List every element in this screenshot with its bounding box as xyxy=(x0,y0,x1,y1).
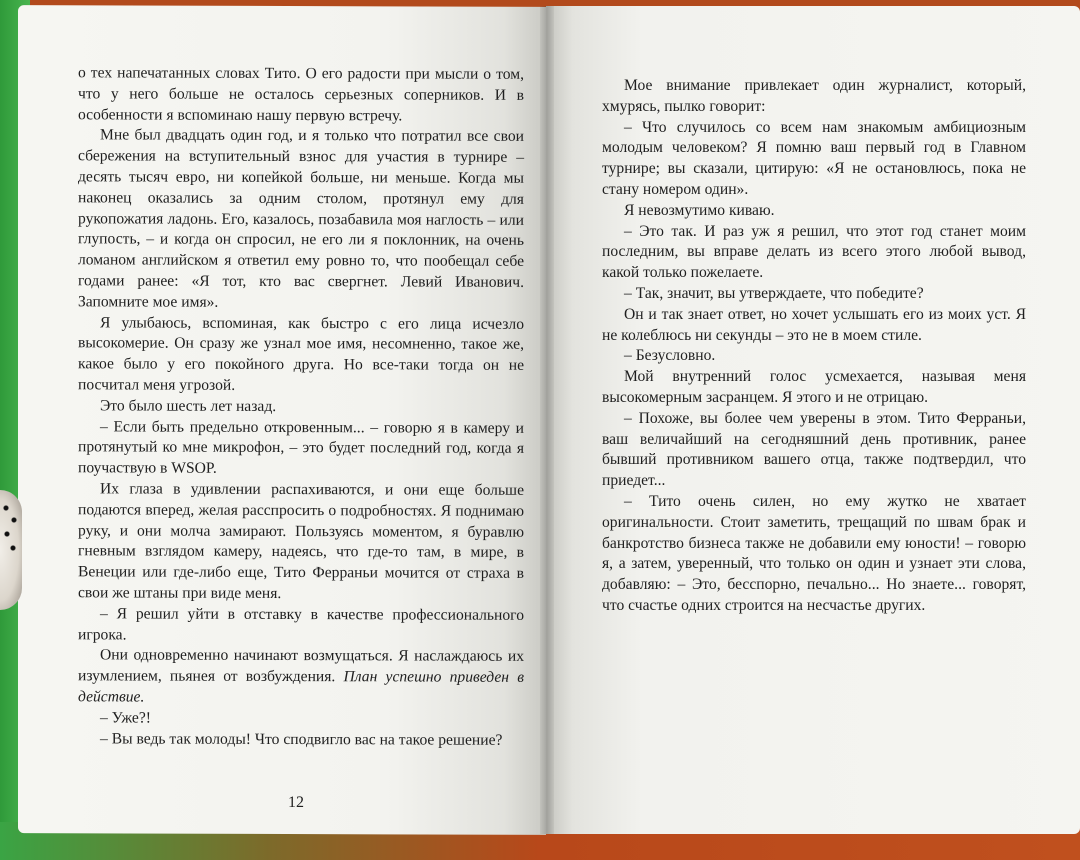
nail-pattern xyxy=(2,500,18,560)
right-page xyxy=(546,6,1080,834)
paragraph: Он и так знает ответ, но хочет услышать его из моих уст. Я не колеблюсь ни секунды – это не в моем стиле. xyxy=(602,305,1026,344)
paragraph: о тех напечатанных словах Тито. О его радости при мысли о том, что у него больше не осталось серьезных соперников. И в особенности я вспоминаю нашу первую встречу. xyxy=(78,64,524,125)
paragraph: – Если быть предельно откровенным... – говорю я в камеру и протянутый ко мне микрофон, – это будет последний год, когда я поучаствую в WSOP. xyxy=(78,417,524,477)
page-number: 12 xyxy=(288,794,304,812)
paragraph: Их глаза в удивлении распахиваются, и они еще больше подаются вперед, желая расспросить о подробностях. Я поднимаю руку, и они молча замирают. Пользуясь моментом, я буравлю гневным взглядом камеру, надеясь, что где-то там, в мире, в Венеции или где-либо еще, Тито Ферраньи мочится от страха в свои же штаны при виде меня. xyxy=(78,480,524,602)
italic-text: План успешно приведен в действие. xyxy=(78,668,524,706)
paragraph: Я невозмутимо киваю. xyxy=(624,201,775,219)
paragraph: Мое внимание привлекает один журналист, который, хмурясь, пылко говорит: xyxy=(602,77,1026,115)
paragraph: – Похоже, вы более чем уверены в этом. Тито Ферраньи, ваш величайший на сегодняшний день противник, ранее бывший противником вашего отца, также подтвердил, что приедет... xyxy=(602,409,1026,490)
paragraph: – Безусловно. xyxy=(624,347,716,365)
left-page xyxy=(18,5,546,835)
paragraph: Мне был двадцать один год, и я только что потратил все свои сбережения на вступительный взнос для участия в турнире – десять тысяч евро, ни копейкой больше, ни меньше. Когда мы наконец оказались за одним столом, протянул ему для рукопожатия ладонь. Его, казалось, позабавила моя наглость – или глупость, – и когда он спросил, не его ли я поклонник, на очень ломаном английском я ответил ему ровно то, что пообещал себе годами ранее: «Я тот, кто вас свергнет. Левий Иванович. Запомните мое имя». xyxy=(78,126,524,311)
open-book xyxy=(18,6,1080,834)
right-page-text xyxy=(602,76,1026,617)
paragraph: Мой внутренний голос усмехается, называя меня высокомерным засранцем. Я этого и не отрицаю. xyxy=(602,368,1026,406)
paragraph: – Это так. И раз уж я решил, что этот год станет моим последним, вы вправе делать из всего этого любой вывод, какой только пожелаете. xyxy=(602,222,1026,282)
paragraph: – Уже?! xyxy=(100,709,151,727)
paragraph: Это было шесть лет назад. xyxy=(100,397,277,415)
paragraph: Я улыбаюсь, вспоминая, как быстро с его лица исчезло высокомерие. Он сразу же узнал мое имя, несомненно, такое же, какое было у его покойного друга. Но все-таки тогда он не посчитал меня угрозой. xyxy=(78,313,524,394)
paragraph: – Что случилось со всем нам знакомым амбициозным молодым человеком? Я помню ваш первый год в Главном турнире; вы сказали, цитирую: «Я не остановлюсь, пока не стану номером один». xyxy=(602,118,1026,198)
paragraph: – Я решил уйти в отставку в качестве профессионального игрока. xyxy=(78,605,524,643)
paragraph: – Вы ведь так молоды! Что сподвигло вас на такое решение? xyxy=(100,729,503,749)
paragraph-text: Они одновременно начинают возмущаться. Я наслаждаюсь их изумлением, пьянея от возбуждения. xyxy=(78,646,524,686)
paragraph: – Так, значит, вы утверждаете, что победите? xyxy=(624,284,924,302)
left-page-text xyxy=(78,63,524,751)
paragraph: – Тито очень силен, но ему жутко не хватает оригинальности. Стоит заметить, трещащий по швам брак и банкротство бизнеса также не добавили ему юности! – говорю я, а затем, уверенный, что только он один и узнает эти слова, добавляю: – Это, бесспорно, печально... Но знаете... говорят, что счастье одних строится на несчастье других. xyxy=(602,492,1026,614)
paragraph xyxy=(78,646,524,710)
book-spine xyxy=(540,6,554,834)
